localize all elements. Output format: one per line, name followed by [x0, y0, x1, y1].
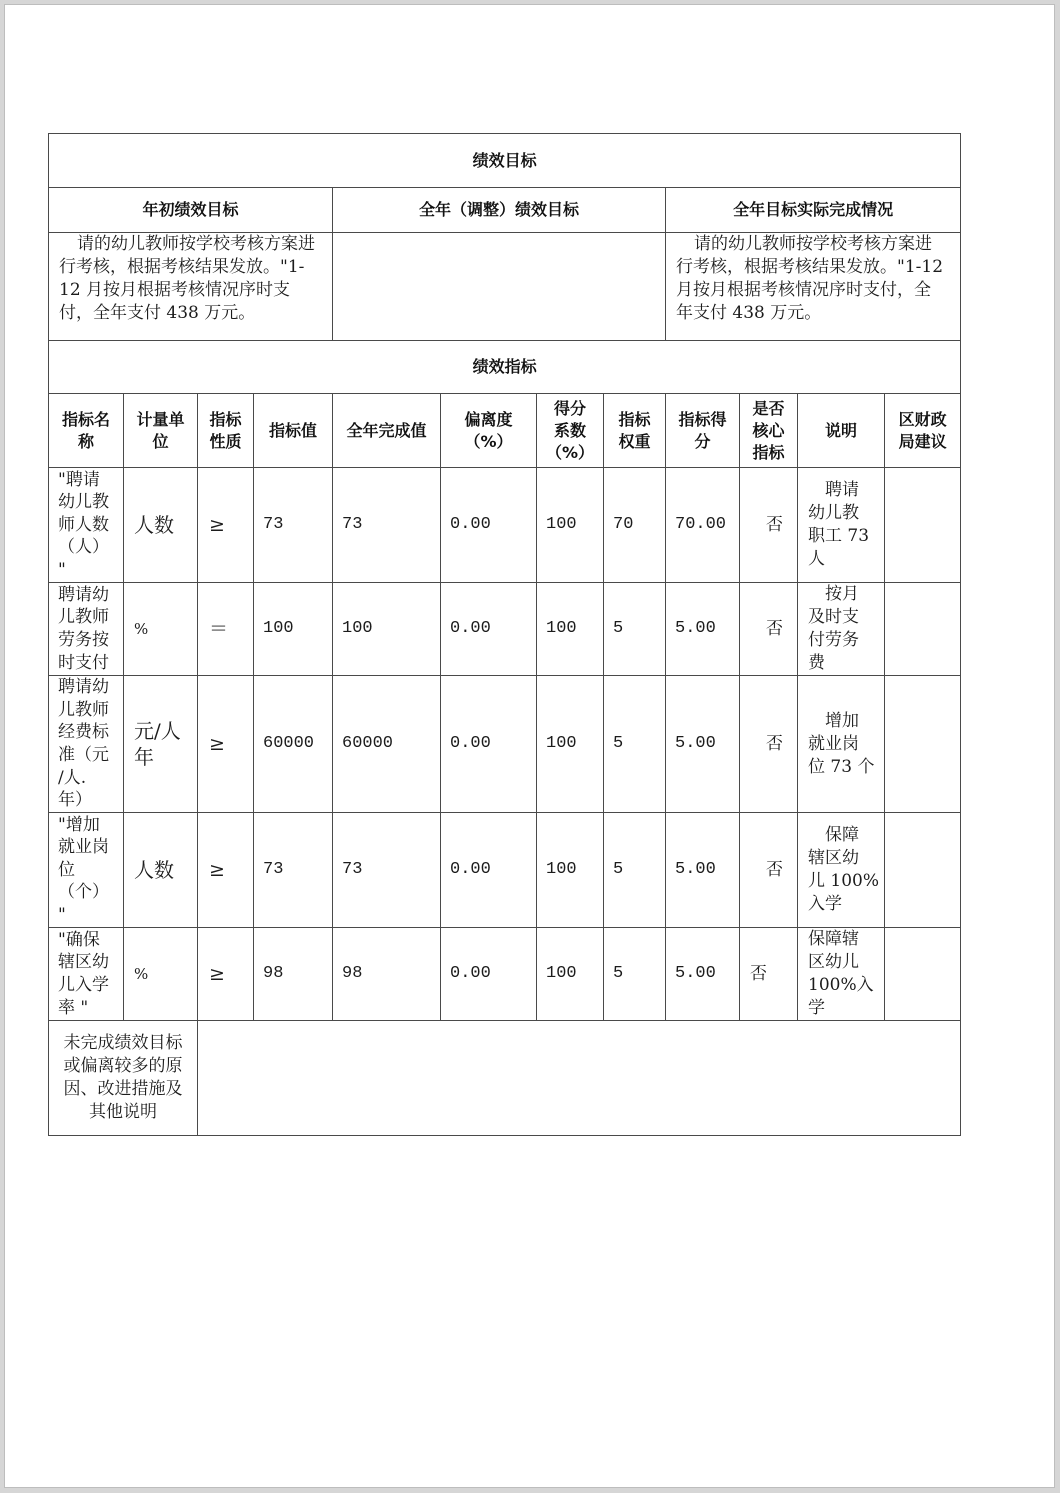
deviation-percent: 0.00: [441, 813, 537, 928]
indicator-name: 聘请幼 儿教师 经费标 准（元 /人. 年）: [49, 676, 124, 813]
actual-completion-header: 全年目标实际完成情况: [666, 188, 961, 233]
score-coefficient: 100: [537, 928, 604, 1021]
annual-actual-value: 60000: [333, 676, 441, 813]
indicator-description: 增加 就业岗 位 73 个: [798, 676, 885, 813]
indicator-score: 5.00: [666, 813, 740, 928]
performance-table: [48, 133, 961, 1136]
col-header-coefficient: 得分 系数 （%）: [537, 394, 604, 468]
indicator-row: [49, 468, 961, 583]
finance-bureau-suggestion: [885, 583, 961, 676]
indicator-description: 保障 辖区幼 儿 100% 入学: [798, 813, 885, 928]
adjusted-goal-header: 全年（调整）绩效目标: [333, 188, 666, 233]
annual-actual-value: 73: [333, 813, 441, 928]
col-header-suggestion: 区财政 局建议: [885, 394, 961, 468]
score-coefficient: 100: [537, 468, 604, 583]
initial-goal-text: 请的幼儿教师按学校考核方案进 行考核，根据考核结果发放。"1- 12 月按月根据考核情况序时支 付，全年支付 438 万元。: [49, 233, 333, 341]
indicator-score: 5.00: [666, 928, 740, 1021]
indicator-description: 聘请 幼儿教 职工 73 人: [798, 468, 885, 583]
indicator-name: 聘请幼 儿教师 劳务按 时支付: [49, 583, 124, 676]
col-header-actual: 全年完成值: [333, 394, 441, 468]
indicator-row: [49, 928, 961, 1021]
core-indicator-flag: 否: [740, 676, 798, 813]
col-header-weight: 指标 权重: [604, 394, 666, 468]
finance-bureau-suggestion: [885, 928, 961, 1021]
unit-of-measure: 元/人 年: [124, 676, 198, 813]
indicator-name: "确保 辖区幼 儿入学 率 ": [49, 928, 124, 1021]
col-header-core: 是否 核心 指标: [740, 394, 798, 468]
score-coefficient: 100: [537, 813, 604, 928]
unit-of-measure: 人数: [124, 813, 198, 928]
annual-actual-value: 100: [333, 583, 441, 676]
unit-of-measure: %: [124, 928, 198, 1021]
indicator-name: "聘请 幼儿教 师人数 （人） ": [49, 468, 124, 583]
indicator-nature: ≥: [198, 468, 254, 583]
goals-section-title: 绩效目标: [49, 134, 961, 188]
unit-of-measure: %: [124, 583, 198, 676]
indicator-target-value: 73: [254, 813, 333, 928]
core-indicator-flag: 否: [740, 583, 798, 676]
indicator-nature: ≥: [198, 676, 254, 813]
actual-completion-text: 请的幼儿教师按学校考核方案进 行考核，根据考核结果发放。"1-12 月按月根据考核情况序时支付，全 年支付 438 万元。: [666, 233, 961, 341]
initial-goal-header: 年初绩效目标: [49, 188, 333, 233]
goals-content-row: [49, 233, 961, 341]
indicator-weight: 5: [604, 583, 666, 676]
indicator-score: 70.00: [666, 468, 740, 583]
indicator-row: [49, 583, 961, 676]
score-coefficient: 100: [537, 676, 604, 813]
col-header-target: 指标值: [254, 394, 333, 468]
core-indicator-flag: 否: [740, 928, 798, 1021]
col-header-indicator-name: 指标名 称: [49, 394, 124, 468]
goals-title-row: [49, 134, 961, 188]
remarks-content: [198, 1021, 961, 1136]
indicator-target-value: 100: [254, 583, 333, 676]
deviation-percent: 0.00: [441, 468, 537, 583]
remarks-row: [49, 1021, 961, 1136]
indicator-name: "增加 就业岗 位 （个） ": [49, 813, 124, 928]
remarks-label: 未完成绩效目标 或偏离较多的原 因、改进措施及 其他说明: [49, 1021, 198, 1136]
indicator-nature: ＝: [198, 583, 254, 676]
deviation-percent: 0.00: [441, 928, 537, 1021]
unit-of-measure: 人数: [124, 468, 198, 583]
deviation-percent: 0.00: [441, 583, 537, 676]
indicator-description: 保障辖 区幼儿 100%入 学: [798, 928, 885, 1021]
score-coefficient: 100: [537, 583, 604, 676]
finance-bureau-suggestion: [885, 468, 961, 583]
indicator-score: 5.00: [666, 583, 740, 676]
indicator-nature: ≥: [198, 928, 254, 1021]
indicator-target-value: 60000: [254, 676, 333, 813]
indicator-weight: 5: [604, 928, 666, 1021]
col-header-description: 说明: [798, 394, 885, 468]
col-header-nature: 指标 性质: [198, 394, 254, 468]
indicator-nature: ≥: [198, 813, 254, 928]
core-indicator-flag: 否: [740, 813, 798, 928]
indicators-title-row: [49, 341, 961, 394]
annual-actual-value: 98: [333, 928, 441, 1021]
indicator-weight: 70: [604, 468, 666, 583]
finance-bureau-suggestion: [885, 676, 961, 813]
annual-actual-value: 73: [333, 468, 441, 583]
indicators-header-row: [49, 394, 961, 468]
indicator-target-value: 73: [254, 468, 333, 583]
col-header-score: 指标得 分: [666, 394, 740, 468]
core-indicator-flag: 否: [740, 468, 798, 583]
indicator-weight: 5: [604, 676, 666, 813]
col-header-unit: 计量单 位: [124, 394, 198, 468]
indicators-section-title: 绩效指标: [49, 341, 961, 394]
indicator-row: [49, 813, 961, 928]
deviation-percent: 0.00: [441, 676, 537, 813]
finance-bureau-suggestion: [885, 813, 961, 928]
indicator-target-value: 98: [254, 928, 333, 1021]
indicator-score: 5.00: [666, 676, 740, 813]
indicator-weight: 5: [604, 813, 666, 928]
col-header-deviation: 偏离度 （%）: [441, 394, 537, 468]
indicator-description: 按月 及时支 付劳务 费: [798, 583, 885, 676]
adjusted-goal-text: [333, 233, 666, 341]
indicator-row: [49, 676, 961, 813]
goals-header-row: [49, 188, 961, 233]
